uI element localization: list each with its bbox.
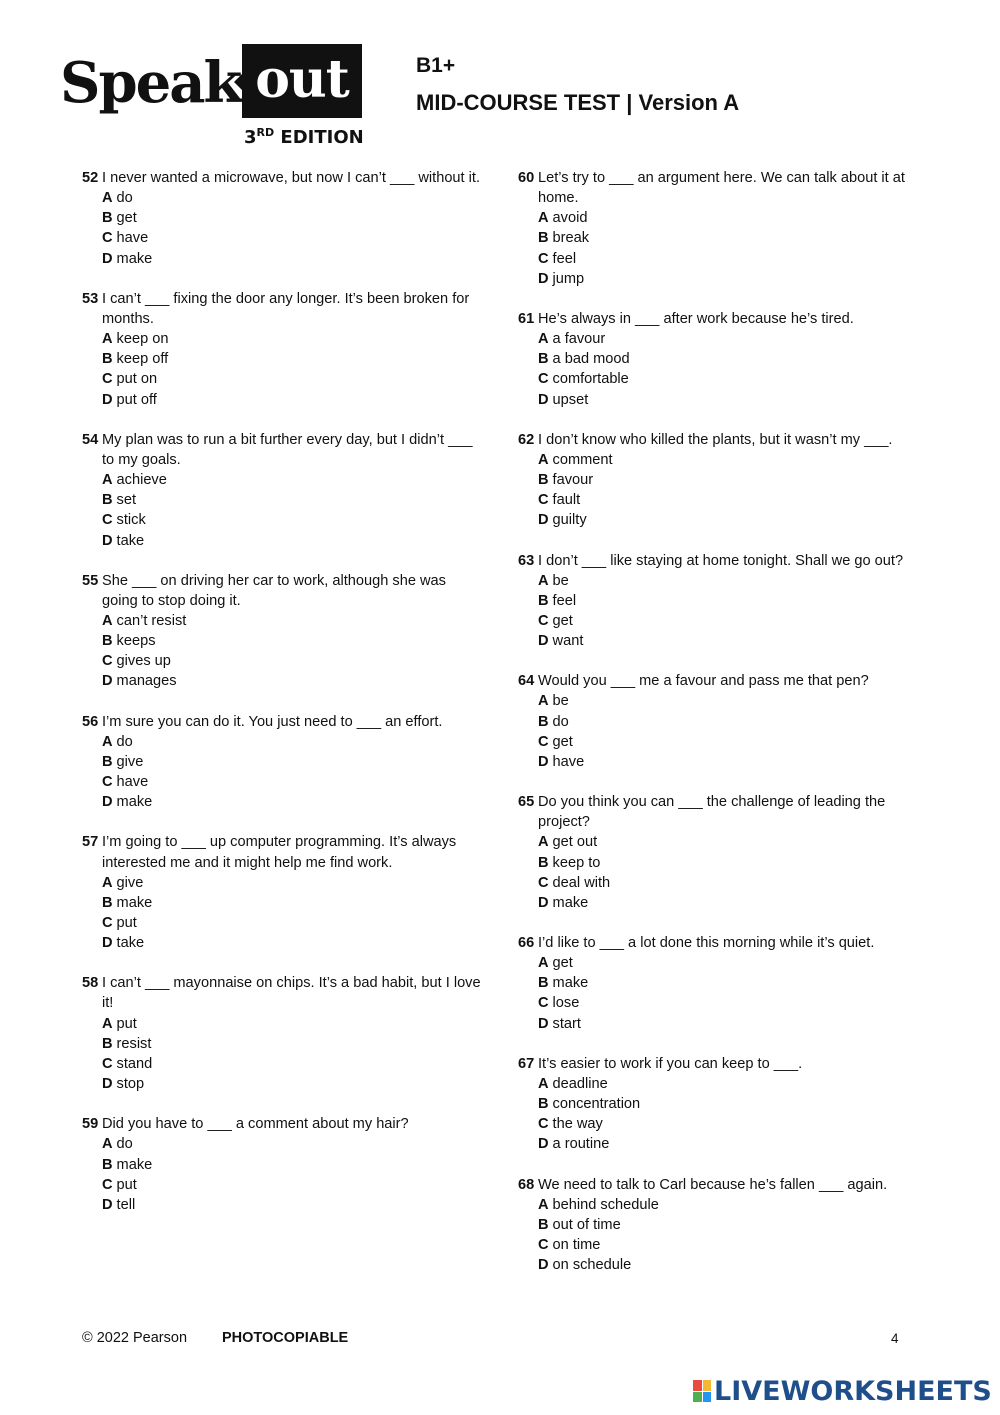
question-stem xyxy=(518,1175,918,1195)
answer-option[interactable] xyxy=(82,208,482,228)
option-text: on time xyxy=(552,1237,601,1254)
option-letter: C xyxy=(102,774,113,791)
option-text: put xyxy=(116,915,137,931)
answer-option[interactable] xyxy=(82,752,482,772)
answer-option[interactable] xyxy=(518,973,918,993)
option-text: put on xyxy=(116,371,158,388)
question-65 xyxy=(518,792,918,913)
answer-option[interactable] xyxy=(518,390,918,410)
question-number: 68 xyxy=(518,1176,535,1193)
answer-option[interactable] xyxy=(82,792,482,812)
option-letter: D xyxy=(102,1196,113,1213)
option-text: concentration xyxy=(552,1096,641,1113)
option-text: feel xyxy=(552,592,577,609)
question-number: 67 xyxy=(518,1055,535,1072)
question-stem xyxy=(518,430,918,450)
option-letter: C xyxy=(102,512,113,529)
question-number: 58 xyxy=(82,975,99,992)
question-stem xyxy=(82,1114,482,1134)
option-text: do xyxy=(116,733,133,750)
answer-option[interactable] xyxy=(82,1054,482,1074)
option-text: set xyxy=(116,492,137,509)
question-stem xyxy=(82,712,482,732)
option-letter: C xyxy=(538,1237,549,1254)
answer-option[interactable] xyxy=(82,651,482,671)
option-letter: C xyxy=(538,733,549,750)
option-text: can’t resist xyxy=(116,612,187,629)
option-text: break xyxy=(552,230,590,247)
answer-option[interactable] xyxy=(82,1034,482,1054)
option-text: do xyxy=(552,713,569,730)
question-number: 60 xyxy=(518,170,535,186)
option-letter: B xyxy=(538,1096,549,1113)
option-letter: A xyxy=(538,1075,549,1092)
logo-square xyxy=(693,1392,702,1403)
question-text: I’m going to ___ up computer programming. It’s always interested me and it might help me find work. xyxy=(102,834,457,871)
question-67 xyxy=(518,1054,918,1155)
option-text: put off xyxy=(116,391,157,408)
answer-option[interactable] xyxy=(518,953,918,973)
option-letter: A xyxy=(102,331,113,348)
answer-option[interactable] xyxy=(518,631,918,651)
option-text: make xyxy=(116,1156,153,1173)
option-letter: A xyxy=(538,451,549,468)
answer-option[interactable] xyxy=(82,732,482,752)
question-number: 56 xyxy=(82,713,99,730)
option-text: behind schedule xyxy=(552,1196,659,1213)
answer-option[interactable] xyxy=(518,591,918,611)
answer-option[interactable] xyxy=(82,1074,482,1094)
option-letter: D xyxy=(102,391,113,408)
option-text: stand xyxy=(116,1055,153,1072)
option-text: want xyxy=(552,633,584,650)
option-text: do xyxy=(116,190,133,207)
question-57 xyxy=(82,832,482,953)
option-text: keep off xyxy=(116,351,169,368)
left-question-column xyxy=(82,168,482,1235)
option-letter: A xyxy=(102,472,113,489)
liveworksheets-logo-icon xyxy=(693,1380,711,1402)
option-letter: D xyxy=(538,391,549,408)
answer-option[interactable] xyxy=(518,450,918,470)
answer-option[interactable] xyxy=(82,671,482,691)
question-52 xyxy=(82,168,482,269)
answer-option[interactable] xyxy=(82,1175,482,1195)
test-title: MID-COURSE TEST | Version A xyxy=(416,90,740,115)
option-text: guilty xyxy=(552,512,587,529)
answer-option[interactable] xyxy=(82,1134,482,1154)
option-letter: D xyxy=(102,250,113,267)
option-text: have xyxy=(116,230,149,247)
answer-option[interactable] xyxy=(518,712,918,732)
answer-option[interactable] xyxy=(82,893,482,913)
option-text: get xyxy=(552,612,573,629)
option-text: fault xyxy=(552,492,581,509)
option-letter: B xyxy=(538,975,549,992)
option-letter: A xyxy=(538,572,549,589)
option-text: get xyxy=(116,210,137,227)
option-text: get xyxy=(552,955,573,972)
answer-option[interactable] xyxy=(518,1235,918,1255)
option-text: stop xyxy=(116,1076,145,1093)
option-text: get xyxy=(552,733,573,750)
option-text: a bad mood xyxy=(552,351,630,368)
option-text: tell xyxy=(116,1196,136,1213)
question-number: 55 xyxy=(82,572,99,589)
question-66 xyxy=(518,933,918,1034)
option-text: lose xyxy=(552,995,580,1012)
answer-option[interactable] xyxy=(518,1255,918,1275)
question-text: I can’t ___ mayonnaise on chips. It’s a bad habit, but I love it! xyxy=(102,975,481,1012)
option-text: be xyxy=(552,693,569,710)
answer-option[interactable] xyxy=(82,611,482,631)
answer-option[interactable] xyxy=(82,369,482,389)
answer-option[interactable] xyxy=(82,913,482,933)
option-letter: B xyxy=(538,1216,549,1233)
option-text: resist xyxy=(116,1035,152,1052)
option-text: do xyxy=(116,1136,133,1153)
option-letter: A xyxy=(538,331,549,348)
option-letter: A xyxy=(538,1196,549,1213)
option-text: have xyxy=(116,774,149,791)
option-letter: D xyxy=(538,512,549,529)
option-text: achieve xyxy=(116,472,167,489)
answer-option[interactable] xyxy=(518,853,918,873)
option-text: make xyxy=(552,975,589,992)
option-letter: D xyxy=(538,1136,549,1153)
liveworksheets-watermark xyxy=(693,1375,992,1407)
answer-option[interactable] xyxy=(518,873,918,893)
option-text: comment xyxy=(552,451,613,468)
question-stem xyxy=(82,430,482,470)
option-text: gives up xyxy=(116,653,171,670)
option-letter: C xyxy=(538,995,549,1012)
answer-option[interactable] xyxy=(82,228,482,248)
answer-option[interactable] xyxy=(518,893,918,913)
answer-option[interactable] xyxy=(82,1014,482,1034)
question-number: 57 xyxy=(82,834,99,851)
option-text: be xyxy=(552,572,569,589)
option-letter: D xyxy=(538,270,549,287)
question-number: 63 xyxy=(518,552,535,569)
option-text: have xyxy=(552,753,585,770)
option-text: avoid xyxy=(552,210,588,227)
question-60 xyxy=(518,168,918,289)
option-letter: B xyxy=(102,753,113,770)
level-label: B1+ xyxy=(416,54,456,77)
option-text: feel xyxy=(552,250,577,267)
option-text: make xyxy=(116,794,153,811)
option-text: give xyxy=(116,753,144,770)
option-text: get out xyxy=(552,834,598,851)
answer-option[interactable] xyxy=(518,470,918,490)
option-letter: B xyxy=(538,592,549,609)
answer-option[interactable] xyxy=(518,490,918,510)
option-text: favour xyxy=(552,472,594,489)
option-text: deal with xyxy=(552,874,611,891)
option-text: on schedule xyxy=(552,1257,632,1274)
answer-option[interactable] xyxy=(82,873,482,893)
question-stem xyxy=(82,168,482,188)
question-59 xyxy=(82,1114,482,1215)
option-text: keep on xyxy=(116,331,169,348)
answer-option[interactable] xyxy=(82,772,482,792)
option-letter: C xyxy=(102,1055,113,1072)
answer-option[interactable] xyxy=(82,631,482,651)
option-letter: B xyxy=(538,351,549,368)
answer-option[interactable] xyxy=(518,349,918,369)
option-letter: B xyxy=(102,351,113,368)
answer-option[interactable] xyxy=(518,1114,918,1134)
answer-option[interactable] xyxy=(518,1134,918,1154)
option-letter: D xyxy=(538,1015,549,1032)
option-text: keeps xyxy=(116,633,156,650)
option-letter: C xyxy=(538,612,549,629)
option-text: start xyxy=(552,1015,581,1032)
question-number: 64 xyxy=(518,673,535,690)
question-54 xyxy=(82,430,482,551)
question-text: I’m sure you can do it. You just need to ___ an effort. xyxy=(102,713,443,730)
option-letter: D xyxy=(102,794,113,811)
question-stem xyxy=(518,671,918,691)
logo-square xyxy=(703,1392,712,1403)
question-stem xyxy=(518,933,918,953)
option-text: make xyxy=(116,894,153,911)
question-text: I don’t know who killed the plants, but it wasn’t my ___. xyxy=(538,431,893,448)
option-letter: B xyxy=(538,472,549,489)
question-text: I never wanted a microwave, but now I can’t ___ without it. xyxy=(102,170,481,186)
answer-option[interactable] xyxy=(82,349,482,369)
option-letter: D xyxy=(102,673,113,690)
answer-option[interactable] xyxy=(518,832,918,852)
question-61 xyxy=(518,309,918,410)
answer-option[interactable] xyxy=(518,1195,918,1215)
option-text: take xyxy=(116,532,145,549)
option-letter: B xyxy=(102,633,113,650)
question-text: She ___ on driving her car to work, although she was going to stop doing it. xyxy=(102,572,446,609)
page-number: 4 xyxy=(891,1331,899,1346)
question-number: 54 xyxy=(82,431,99,448)
question-text: Let’s try to ___ an argument here. We can talk about it at home. xyxy=(538,170,905,207)
option-text: jump xyxy=(552,270,585,287)
question-56 xyxy=(82,712,482,813)
answer-option[interactable] xyxy=(518,249,918,269)
option-text: keep to xyxy=(552,854,601,871)
answer-option[interactable] xyxy=(82,249,482,269)
option-letter: B xyxy=(102,1035,113,1052)
answer-option[interactable] xyxy=(518,571,918,591)
option-letter: D xyxy=(102,935,113,952)
question-stem xyxy=(82,832,482,872)
question-number: 62 xyxy=(518,431,535,448)
option-letter: C xyxy=(102,915,113,931)
option-text: give xyxy=(116,874,144,891)
answer-option[interactable] xyxy=(518,1215,918,1235)
answer-option[interactable] xyxy=(518,732,918,752)
question-62 xyxy=(518,430,918,531)
option-text: take xyxy=(116,935,145,952)
answer-option[interactable] xyxy=(518,329,918,349)
option-letter: D xyxy=(538,1257,549,1274)
answer-option[interactable] xyxy=(518,510,918,530)
liveworksheets-text: LIVEWORKSHEETS xyxy=(714,1375,992,1407)
answer-option[interactable] xyxy=(518,611,918,631)
answer-option[interactable] xyxy=(82,470,482,490)
answer-option[interactable] xyxy=(82,933,482,953)
option-text: stick xyxy=(116,512,146,529)
photocopiable-label: PHOTOCOPIABLE xyxy=(222,1330,349,1346)
question-text: We need to talk to Carl because he’s fallen ___ again. xyxy=(538,1176,888,1193)
option-letter: C xyxy=(102,1176,113,1193)
question-text: My plan was to run a bit further every day, but I didn’t ___ to my goals. xyxy=(102,431,473,468)
option-text: comfortable xyxy=(552,371,629,388)
logo-speak-text: Speak xyxy=(60,50,241,116)
option-letter: D xyxy=(102,1076,113,1093)
option-text: make xyxy=(552,894,589,911)
answer-option[interactable] xyxy=(518,691,918,711)
option-letter: B xyxy=(538,713,549,730)
option-text: put xyxy=(116,1176,137,1193)
option-text: a favour xyxy=(552,331,606,348)
edition-suffix: RD xyxy=(256,126,275,139)
option-letter: A xyxy=(102,612,113,629)
option-letter: B xyxy=(102,1156,113,1173)
question-stem xyxy=(82,289,482,329)
option-letter: C xyxy=(538,874,549,891)
logo-square xyxy=(703,1380,712,1391)
question-number: 61 xyxy=(518,310,535,327)
option-letter: A xyxy=(102,1136,113,1153)
question-text: I don’t ___ like staying at home tonight. Shall we go out? xyxy=(538,552,904,569)
option-letter: C xyxy=(102,371,113,388)
option-letter: D xyxy=(538,753,549,770)
logo-out-box: out xyxy=(242,44,362,118)
option-text: manages xyxy=(116,673,177,690)
question-68 xyxy=(518,1175,918,1276)
option-letter: B xyxy=(102,894,113,911)
speakout-logo xyxy=(60,42,380,157)
option-text: upset xyxy=(552,391,589,408)
answer-option[interactable] xyxy=(518,208,918,228)
right-question-column xyxy=(518,168,918,1295)
option-letter: D xyxy=(538,894,549,911)
option-text: a routine xyxy=(552,1136,610,1153)
question-text: Did you have to ___ a comment about my hair? xyxy=(102,1116,409,1133)
question-text: I’d like to ___ a lot done this morning while it’s quiet. xyxy=(538,935,875,951)
option-text: make xyxy=(116,250,153,267)
question-text: Would you ___ me a favour and pass me that pen? xyxy=(538,673,869,690)
answer-option[interactable] xyxy=(518,752,918,772)
question-number: 66 xyxy=(518,935,535,951)
question-58 xyxy=(82,973,482,1094)
question-stem xyxy=(518,792,918,832)
question-text: It’s easier to work if you can keep to ___. xyxy=(538,1055,803,1072)
question-number: 53 xyxy=(82,290,99,307)
option-letter: A xyxy=(538,955,549,972)
option-letter: A xyxy=(538,834,549,851)
option-letter: A xyxy=(102,190,113,207)
option-letter: C xyxy=(102,230,113,247)
option-text: put xyxy=(116,1015,137,1032)
question-text: Do you think you can ___ the challenge of leading the project? xyxy=(538,794,886,831)
answer-option[interactable] xyxy=(82,531,482,551)
question-stem xyxy=(518,1054,918,1074)
answer-option[interactable] xyxy=(518,1014,918,1034)
question-stem xyxy=(518,168,918,208)
edition-number: 3 xyxy=(244,127,257,148)
question-55 xyxy=(82,571,482,692)
answer-option[interactable] xyxy=(82,1195,482,1215)
answer-option[interactable] xyxy=(82,510,482,530)
option-text: the way xyxy=(552,1116,603,1133)
option-letter: B xyxy=(538,230,549,247)
answer-option[interactable] xyxy=(518,269,918,289)
answer-option[interactable] xyxy=(518,1074,918,1094)
option-letter: C xyxy=(102,653,113,670)
logo-square xyxy=(693,1380,702,1391)
option-letter: B xyxy=(102,210,113,227)
question-53 xyxy=(82,289,482,410)
answer-option[interactable] xyxy=(82,1155,482,1175)
answer-option[interactable] xyxy=(518,369,918,389)
option-letter: C xyxy=(538,371,549,388)
option-letter: A xyxy=(538,210,549,227)
option-letter: D xyxy=(102,532,113,549)
option-letter: A xyxy=(102,874,113,891)
question-stem xyxy=(518,551,918,571)
option-letter: A xyxy=(102,733,113,750)
answer-option[interactable] xyxy=(518,993,918,1013)
question-number: 59 xyxy=(82,1116,99,1133)
option-letter: A xyxy=(538,693,549,710)
answer-option[interactable] xyxy=(518,228,918,248)
answer-option[interactable] xyxy=(82,188,482,208)
question-stem xyxy=(82,571,482,611)
option-letter: B xyxy=(102,492,113,509)
question-63 xyxy=(518,551,918,652)
question-stem xyxy=(82,973,482,1013)
edition-word: EDITION xyxy=(274,127,364,148)
option-text: deadline xyxy=(552,1075,608,1092)
question-text: He’s always in ___ after work because he’s tired. xyxy=(538,310,854,327)
option-letter: C xyxy=(538,1116,549,1133)
option-letter: D xyxy=(538,633,549,650)
question-text: I can’t ___ fixing the door any longer. It’s been broken for months. xyxy=(102,290,470,327)
question-number: 52 xyxy=(82,170,99,186)
option-letter: B xyxy=(538,854,549,871)
option-letter: A xyxy=(102,1015,113,1032)
logo-edition xyxy=(244,126,364,148)
answer-option[interactable] xyxy=(82,390,482,410)
question-stem xyxy=(518,309,918,329)
answer-option[interactable] xyxy=(82,329,482,349)
option-letter: C xyxy=(538,250,549,267)
answer-option[interactable] xyxy=(518,1094,918,1114)
question-64 xyxy=(518,671,918,772)
copyright: © 2022 Pearson xyxy=(82,1330,188,1346)
option-letter: C xyxy=(538,492,549,509)
answer-option[interactable] xyxy=(82,490,482,510)
option-text: out of time xyxy=(552,1216,621,1233)
question-number: 65 xyxy=(518,794,535,811)
